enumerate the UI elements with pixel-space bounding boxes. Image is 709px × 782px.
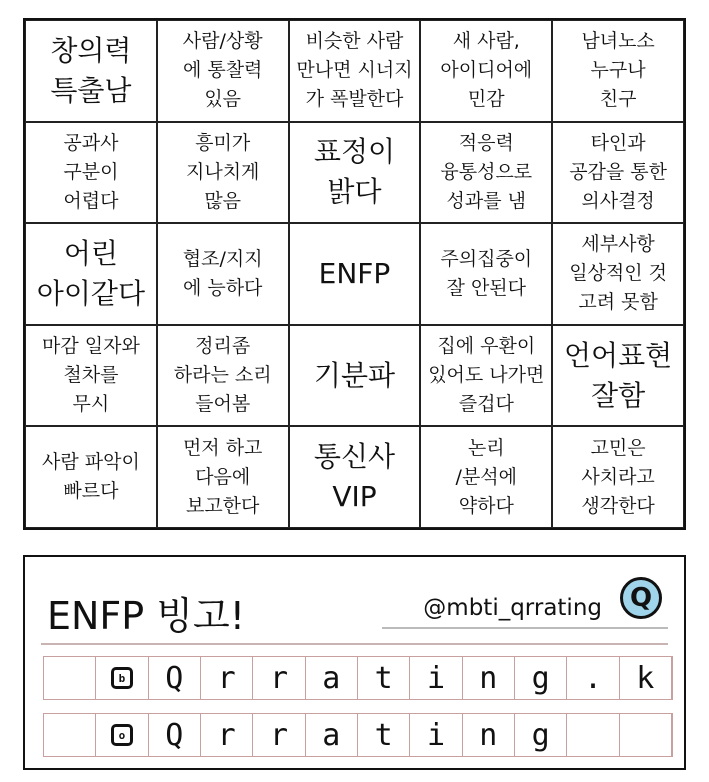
letter-box: k <box>620 657 672 699</box>
blog-icon: b <box>111 667 133 689</box>
letter-box <box>44 714 96 756</box>
letter-box <box>567 714 619 756</box>
bingo-cell[interactable]: ENFP <box>289 223 421 325</box>
bingo-cell[interactable]: 기분파 <box>289 325 421 427</box>
bingo-cell[interactable]: 창의력 특출남 <box>25 20 157 122</box>
bingo-cell[interactable]: 새 사람, 아이디어에 민감 <box>420 20 552 122</box>
letter-box: i <box>410 714 462 756</box>
bingo-cell[interactable]: 언어표현 잘함 <box>552 325 684 427</box>
bingo-cell[interactable]: 사람 파악이 빠르다 <box>25 426 157 528</box>
card-title: ENFP 빙고! <box>47 594 245 638</box>
bingo-cell[interactable]: 고민은 사치라고 생각한다 <box>552 426 684 528</box>
instagram-icon <box>96 714 148 756</box>
letter-box: Q <box>149 714 201 756</box>
bingo-cell[interactable]: 주의집중이 잘 안된다 <box>420 223 552 325</box>
bingo-cell[interactable]: 세부사항 일상적인 것 고려 못함 <box>552 223 684 325</box>
bingo-cell[interactable]: 흥미가 지나치게 많음 <box>157 122 289 224</box>
bingo-cell[interactable]: 공과사 구분이 어렵다 <box>25 122 157 224</box>
letter-box: g <box>515 714 567 756</box>
letter-box: r <box>201 714 253 756</box>
bingo-cell[interactable]: 적응력 융통성으로 성과를 냄 <box>420 122 552 224</box>
divider <box>41 643 668 645</box>
bingo-cell[interactable]: 남녀노소 누구나 친구 <box>552 20 684 122</box>
bingo-cell[interactable]: 비슷한 사람 만나면 시너지 가 폭발한다 <box>289 20 421 122</box>
bingo-cell[interactable]: 통신사 VIP <box>289 426 421 528</box>
letter-box: t <box>358 657 410 699</box>
bingo-cell[interactable]: 타인과 공감을 통한 의사결정 <box>552 122 684 224</box>
handle-underline <box>382 627 668 629</box>
letter-box: n <box>463 714 515 756</box>
letter-box: r <box>201 657 253 699</box>
letter-box: i <box>410 657 462 699</box>
bingo-cell[interactable]: 표정이 밝다 <box>289 122 421 224</box>
bingo-cell[interactable]: 논리 /분석에 약하다 <box>420 426 552 528</box>
bingo-cell[interactable]: 어린 아이같다 <box>25 223 157 325</box>
letter-box: r <box>253 714 305 756</box>
letter-box: r <box>253 657 305 699</box>
handle-text: @mbti_qrrating <box>423 595 602 621</box>
letter-box: t <box>358 714 410 756</box>
letter-box: n <box>463 657 515 699</box>
bingo-cell[interactable]: 사람/상황 에 통찰력 있음 <box>157 20 289 122</box>
letter-box: a <box>306 657 358 699</box>
letter-box: a <box>306 714 358 756</box>
instagram-row <box>43 713 673 757</box>
letter-box <box>44 657 96 699</box>
letter-box <box>620 714 672 756</box>
letter-box: . <box>567 657 619 699</box>
bingo-cell[interactable]: 정리좀 하라는 소리 들어봄 <box>157 325 289 427</box>
bingo-cell[interactable]: 먼저 하고 다음에 보고한다 <box>157 426 289 528</box>
bingo-cell[interactable]: 마감 일자와 철차를 무시 <box>25 325 157 427</box>
bingo-cell[interactable]: 협조/지지 에 능하다 <box>157 223 289 325</box>
instagram-icon: o <box>111 724 133 746</box>
blog-icon <box>96 657 148 699</box>
qrrating-logo-icon: Q <box>620 577 662 619</box>
bingo-cell[interactable]: 집에 우환이 있어도 나가면 즐겁다 <box>420 325 552 427</box>
bingo-grid <box>23 18 686 530</box>
website-row <box>43 656 673 700</box>
letter-box: g <box>515 657 567 699</box>
letter-box: Q <box>149 657 201 699</box>
info-card <box>23 555 686 770</box>
